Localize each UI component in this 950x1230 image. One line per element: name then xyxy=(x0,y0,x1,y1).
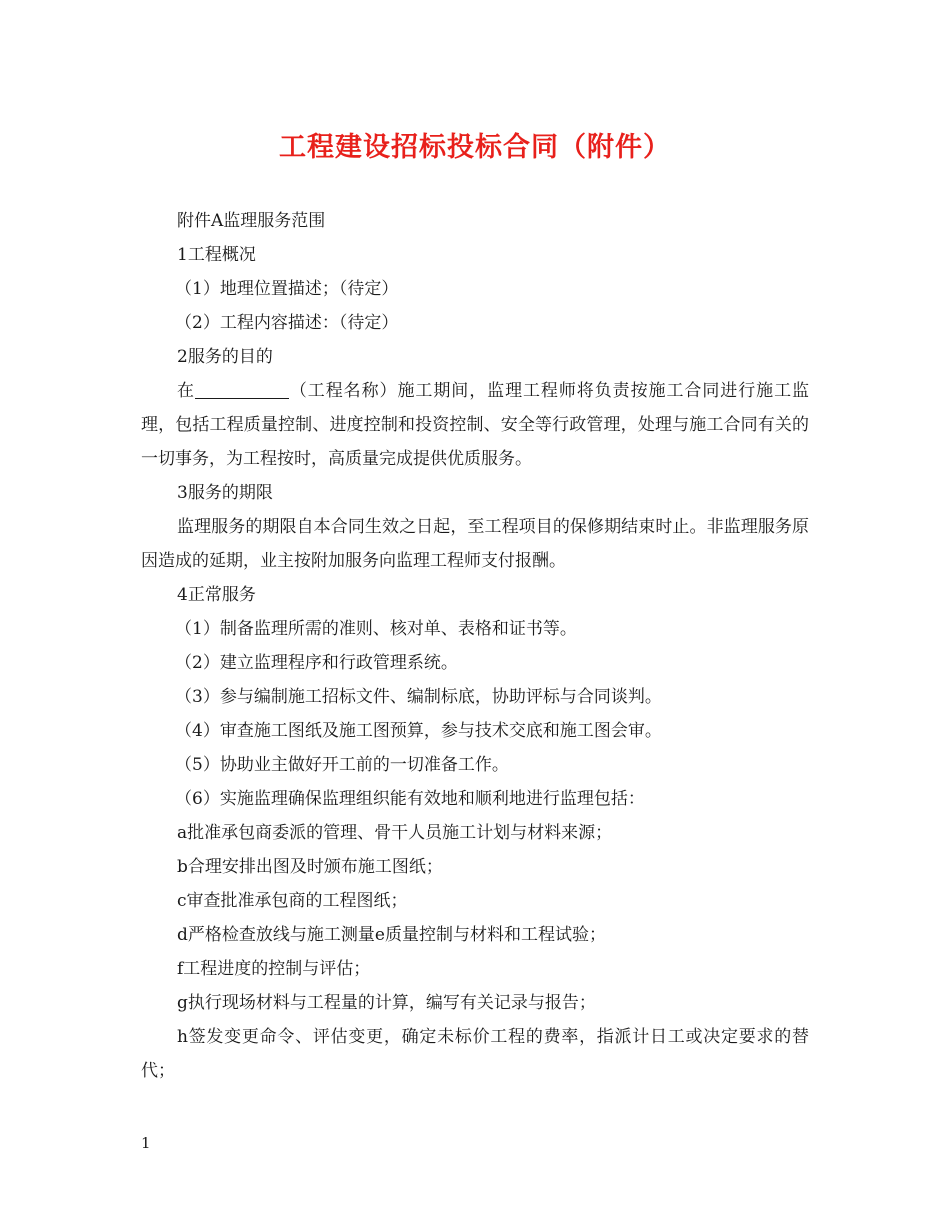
sub-list-item: a批准承包商委派的管理、骨干人员施工计划与材料来源； xyxy=(177,823,613,843)
fill-in-blank xyxy=(195,380,289,399)
list-item: （1）制备监理所需的准则、核对单、表格和证书等。 xyxy=(175,619,577,639)
sub-list-item: b合理安排出图及时颁布施工图纸； xyxy=(177,857,443,877)
list-item: （4）审查施工图纸及施工图预算，参与技术交底和施工图会审。 xyxy=(175,721,662,741)
appendix-heading: 附件A监理服务范围 xyxy=(177,211,326,231)
sub-list-item: h签发变更命令、评估变更，确定未标价工程的费率，指派计日工或决定要求的替代； xyxy=(141,1027,809,1081)
list-item: （6）实施监理确保监理组织能有效地和顺利地进行监理包括： xyxy=(175,789,645,809)
section-heading-2: 2服务的目的 xyxy=(177,347,273,367)
sub-list-item: d严格检查放线与施工测量e质量控制与材料和工程试验； xyxy=(177,925,606,945)
paragraph-text: （工程名称）施工期间，监理工程师将负责按施工合同进行施工监理，包括工程质量控制、进度控制和投资控制、安全等行政管理，处理与施工合同有关的一切事务，为工程按时，高质量完成提供优质服务。 xyxy=(141,381,810,469)
list-item: （5）协助业主做好开工前的一切准备工作。 xyxy=(175,755,509,775)
page-number: 1 xyxy=(141,1134,151,1152)
service-period-paragraph: 监理服务的期限自本合同生效之日起，至工程项目的保修期结束时止。非监理服务原因造成的延期，业主按附加服务向监理工程师支付报酬。 xyxy=(141,517,809,571)
section-heading-3: 3服务的期限 xyxy=(177,483,273,503)
paragraph-prefix: 在 xyxy=(177,381,195,401)
section-heading-4: 4正常服务 xyxy=(177,585,256,605)
section-heading-1: 1工程概况 xyxy=(177,245,256,265)
sub-list-item: f工程进度的控制与评估； xyxy=(177,959,371,979)
list-item: （3）参与编制施工招标文件、编制标底，协助评标与合同谈判。 xyxy=(175,687,662,707)
list-item: （1）地理位置描述；（待定） xyxy=(175,279,399,299)
sub-list-item: c审查批准承包商的工程图纸； xyxy=(177,891,408,911)
document-body xyxy=(141,204,809,1088)
sub-list-item: g执行现场材料与工程量的计算，编写有关记录与报告； xyxy=(177,993,596,1013)
document-title: 工程建设招标投标合同（附件） xyxy=(279,132,671,163)
service-purpose-paragraph xyxy=(141,374,809,476)
list-item: （2）工程内容描述：（待定） xyxy=(175,313,399,333)
list-item: （2）建立监理程序和行政管理系统。 xyxy=(175,653,458,673)
